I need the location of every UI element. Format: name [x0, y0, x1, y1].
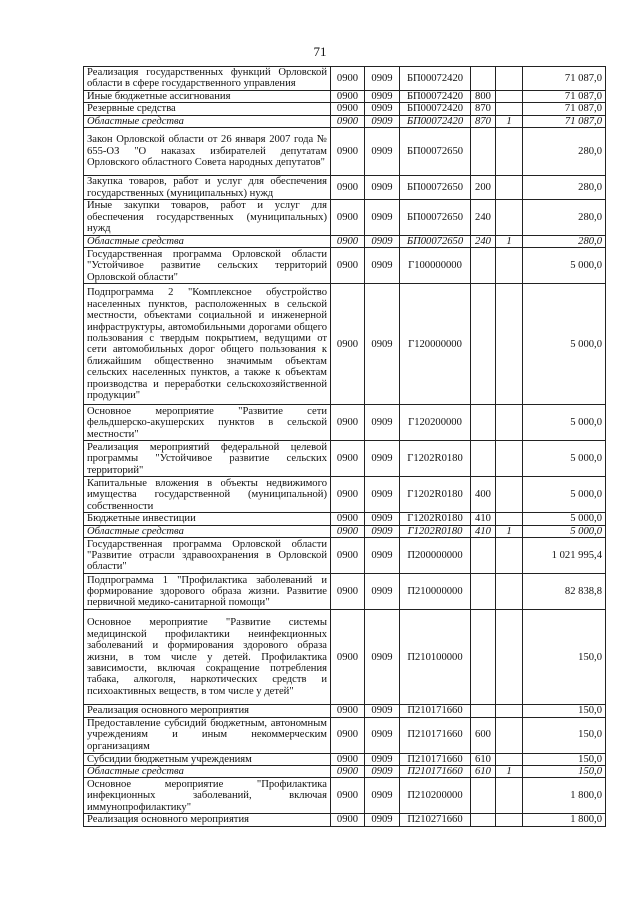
row-subsection: 0909 — [365, 128, 400, 176]
row-section: 0900 — [331, 103, 365, 115]
row-subsection: 0909 — [365, 115, 400, 127]
row-target-code: П210271660 — [400, 814, 471, 826]
row-expense-type: 240 — [471, 236, 496, 248]
table-row — [84, 814, 606, 826]
row-amount: 150,0 — [523, 753, 606, 765]
row-section: 0900 — [331, 477, 365, 513]
row-name: Государственная программа Орловской области "Развитие отрасли здравоохранения в Орловской области" — [84, 538, 331, 574]
row-amount: 82 838,8 — [523, 574, 606, 610]
page-number: 71 — [313, 44, 327, 59]
row-target-code: П210200000 — [400, 778, 471, 814]
row-subsection: 0909 — [365, 67, 400, 91]
row-subsection: 0909 — [365, 766, 400, 778]
row-expense-type — [471, 67, 496, 91]
row-amount: 150,0 — [523, 705, 606, 717]
row-name: Закупка товаров, работ и услуг для обеспечения государственных (муниципальных) нужд — [84, 176, 331, 200]
row-section: 0900 — [331, 115, 365, 127]
row-expense-type — [471, 574, 496, 610]
row-expense-type: 240 — [471, 200, 496, 236]
row-name: Бюджетные инвестиции — [84, 513, 331, 525]
row-funding-source: 1 — [496, 525, 523, 537]
row-subsection: 0909 — [365, 513, 400, 525]
row-amount: 1 800,0 — [523, 778, 606, 814]
table-row — [84, 705, 606, 717]
table-row — [84, 236, 606, 248]
row-section: 0900 — [331, 814, 365, 826]
row-name: Реализация государственных функций Орловской области в сфере государственного управления — [84, 67, 331, 91]
row-name: Резервные средства — [84, 103, 331, 115]
row-funding-source — [496, 574, 523, 610]
row-funding-source — [496, 103, 523, 115]
row-expense-type: 410 — [471, 525, 496, 537]
row-name: Государственная программа Орловской области "Устойчивое развитие сельских территорий Орловской области" — [84, 248, 331, 284]
row-subsection: 0909 — [365, 574, 400, 610]
row-expense-type: 870 — [471, 115, 496, 127]
table-row — [84, 717, 606, 753]
table-row — [84, 525, 606, 537]
row-target-code: БП00072420 — [400, 67, 471, 91]
row-subsection: 0909 — [365, 200, 400, 236]
row-expense-type — [471, 814, 496, 826]
row-section: 0900 — [331, 778, 365, 814]
row-subsection: 0909 — [365, 814, 400, 826]
row-expense-type — [471, 284, 496, 405]
row-subsection: 0909 — [365, 477, 400, 513]
row-name: Основное мероприятие "Развитие сети фельдшерско-акушерских пунктов в сельской местности" — [84, 405, 331, 441]
row-section: 0900 — [331, 90, 365, 102]
row-amount: 71 087,0 — [523, 103, 606, 115]
row-target-code: П210171660 — [400, 766, 471, 778]
row-amount: 5 000,0 — [523, 513, 606, 525]
row-section: 0900 — [331, 128, 365, 176]
row-target-code: Г1202R0180 — [400, 441, 471, 477]
row-expense-type: 610 — [471, 766, 496, 778]
row-amount: 280,0 — [523, 236, 606, 248]
row-subsection: 0909 — [365, 717, 400, 753]
table-row — [84, 753, 606, 765]
row-name: Иные бюджетные ассигнования — [84, 90, 331, 102]
row-expense-type: 870 — [471, 103, 496, 115]
row-funding-source — [496, 778, 523, 814]
row-name: Иные закупки товаров, работ и услуг для обеспечения государственных (муниципальных) нужд — [84, 200, 331, 236]
row-subsection: 0909 — [365, 248, 400, 284]
table-row — [84, 610, 606, 705]
table-row — [84, 574, 606, 610]
row-section: 0900 — [331, 610, 365, 705]
row-name: Подпрограмма 1 "Профилактика заболеваний и формирование здорового образа жизни. Развитие первичной медико-санитарной помощи" — [84, 574, 331, 610]
row-amount: 5 000,0 — [523, 284, 606, 405]
row-funding-source — [496, 176, 523, 200]
table-row — [84, 176, 606, 200]
row-amount: 150,0 — [523, 610, 606, 705]
row-amount: 280,0 — [523, 200, 606, 236]
row-section: 0900 — [331, 717, 365, 753]
row-funding-source — [496, 90, 523, 102]
table-row — [84, 441, 606, 477]
row-target-code: П200000000 — [400, 538, 471, 574]
row-target-code: БП00072650 — [400, 176, 471, 200]
row-amount: 1 021 995,4 — [523, 538, 606, 574]
row-amount: 5 000,0 — [523, 248, 606, 284]
row-amount: 71 087,0 — [523, 67, 606, 91]
row-target-code: БП00072650 — [400, 200, 471, 236]
row-name: Капитальные вложения в объекты недвижимого имущества государственной (муниципальной) собственности — [84, 477, 331, 513]
row-section: 0900 — [331, 236, 365, 248]
row-funding-source — [496, 705, 523, 717]
row-expense-type: 600 — [471, 717, 496, 753]
row-target-code: БП00072420 — [400, 103, 471, 115]
row-amount: 1 800,0 — [523, 814, 606, 826]
row-target-code: Г120000000 — [400, 284, 471, 405]
row-section: 0900 — [331, 67, 365, 91]
row-expense-type: 610 — [471, 753, 496, 765]
row-amount: 150,0 — [523, 766, 606, 778]
table-row — [84, 67, 606, 91]
row-section: 0900 — [331, 176, 365, 200]
row-target-code: П210171660 — [400, 753, 471, 765]
row-funding-source — [496, 538, 523, 574]
row-amount: 5 000,0 — [523, 477, 606, 513]
table-row — [84, 248, 606, 284]
row-section: 0900 — [331, 525, 365, 537]
row-section: 0900 — [331, 574, 365, 610]
row-target-code: Г120200000 — [400, 405, 471, 441]
row-name: Подпрограмма 2 "Комплексное обустройство населенных пунктов, расположенных в сельской местности, объектами социальной и инженерной инфраструктуры, автомобильными дорогами общего пользования с твердым покрытием, ведущими от сети автомобильных дорог общего пользования к ближайшим общественно значимым объектам сельских населенных пунктов, а также к объектам производства и переработки сельскохозяйственной продукции" — [84, 284, 331, 405]
row-section: 0900 — [331, 284, 365, 405]
row-amount: 5 000,0 — [523, 525, 606, 537]
row-subsection: 0909 — [365, 525, 400, 537]
table-row — [84, 477, 606, 513]
row-expense-type: 800 — [471, 90, 496, 102]
row-target-code: Г1202R0180 — [400, 477, 471, 513]
row-subsection: 0909 — [365, 90, 400, 102]
row-funding-source — [496, 128, 523, 176]
row-amount: 280,0 — [523, 176, 606, 200]
row-name: Областные средства — [84, 766, 331, 778]
row-expense-type: 410 — [471, 513, 496, 525]
row-section: 0900 — [331, 405, 365, 441]
row-target-code: П210171660 — [400, 717, 471, 753]
row-funding-source: 1 — [496, 236, 523, 248]
table-row — [84, 405, 606, 441]
row-name: Областные средства — [84, 115, 331, 127]
row-section: 0900 — [331, 538, 365, 574]
row-section: 0900 — [331, 441, 365, 477]
row-funding-source — [496, 284, 523, 405]
row-amount: 71 087,0 — [523, 115, 606, 127]
row-name: Субсидии бюджетным учреждениям — [84, 753, 331, 765]
row-funding-source — [496, 753, 523, 765]
row-amount: 280,0 — [523, 128, 606, 176]
row-funding-source — [496, 67, 523, 91]
row-funding-source — [496, 477, 523, 513]
row-amount: 5 000,0 — [523, 405, 606, 441]
row-target-code: БП00072420 — [400, 90, 471, 102]
row-expense-type — [471, 610, 496, 705]
row-name: Реализация основного мероприятия — [84, 705, 331, 717]
row-funding-source — [496, 248, 523, 284]
row-name: Закон Орловской области от 26 января 2007 года № 655-ОЗ "О наказах избирателей депутатам Орловского областного Совета народных депутатов" — [84, 128, 331, 176]
row-expense-type — [471, 705, 496, 717]
row-subsection: 0909 — [365, 778, 400, 814]
row-section: 0900 — [331, 513, 365, 525]
row-subsection: 0909 — [365, 405, 400, 441]
budget-table — [83, 66, 606, 827]
row-subsection: 0909 — [365, 705, 400, 717]
row-section: 0900 — [331, 766, 365, 778]
table-row — [84, 538, 606, 574]
row-subsection: 0909 — [365, 103, 400, 115]
row-section: 0900 — [331, 705, 365, 717]
row-section: 0900 — [331, 753, 365, 765]
row-target-code: П210100000 — [400, 610, 471, 705]
row-subsection: 0909 — [365, 610, 400, 705]
row-name: Областные средства — [84, 525, 331, 537]
row-amount: 5 000,0 — [523, 441, 606, 477]
row-funding-source — [496, 717, 523, 753]
row-subsection: 0909 — [365, 538, 400, 574]
table-row — [84, 103, 606, 115]
row-funding-source — [496, 441, 523, 477]
row-expense-type — [471, 441, 496, 477]
row-expense-type: 200 — [471, 176, 496, 200]
table-row — [84, 766, 606, 778]
table-row — [84, 115, 606, 127]
row-expense-type — [471, 538, 496, 574]
table-row — [84, 128, 606, 176]
table-row — [84, 513, 606, 525]
row-subsection: 0909 — [365, 753, 400, 765]
row-amount: 71 087,0 — [523, 90, 606, 102]
row-expense-type — [471, 778, 496, 814]
row-target-code: БП00072650 — [400, 236, 471, 248]
table-body — [84, 67, 606, 827]
row-name: Реализация основного мероприятия — [84, 814, 331, 826]
row-target-code: БП00072420 — [400, 115, 471, 127]
table-row — [84, 200, 606, 236]
row-name: Реализация мероприятий федеральной целевой программы "Устойчивое развитие сельских территорий" — [84, 441, 331, 477]
row-funding-source: 1 — [496, 766, 523, 778]
row-name: Основное мероприятие "Развитие системы медицинской профилактики неинфекционных заболеваний и формирования здорового образа жизни, в том числе у детей. Профилактика зависимости, включая сокращение потребления табака, алкоголя, наркотических средств и психоактивных веществ, в том числе у детей" — [84, 610, 331, 705]
row-name: Предоставление субсидий бюджетным, автономным учреждениям и иным некоммерческим организациям — [84, 717, 331, 753]
row-expense-type — [471, 405, 496, 441]
table-row — [84, 284, 606, 405]
row-expense-type — [471, 248, 496, 284]
row-funding-source — [496, 610, 523, 705]
row-subsection: 0909 — [365, 284, 400, 405]
row-funding-source — [496, 513, 523, 525]
table-row — [84, 90, 606, 102]
table-row — [84, 778, 606, 814]
row-funding-source — [496, 405, 523, 441]
row-target-code: Г100000000 — [400, 248, 471, 284]
row-amount: 150,0 — [523, 717, 606, 753]
row-target-code: П210000000 — [400, 574, 471, 610]
row-target-code: П210171660 — [400, 705, 471, 717]
row-subsection: 0909 — [365, 236, 400, 248]
row-section: 0900 — [331, 248, 365, 284]
row-name: Областные средства — [84, 236, 331, 248]
row-name: Основное мероприятие "Профилактика инфекционных заболеваний, включая иммунопрофилактику" — [84, 778, 331, 814]
row-target-code: БП00072650 — [400, 128, 471, 176]
row-target-code: Г1202R0180 — [400, 525, 471, 537]
row-funding-source: 1 — [496, 115, 523, 127]
row-expense-type — [471, 128, 496, 176]
row-section: 0900 — [331, 200, 365, 236]
row-subsection: 0909 — [365, 441, 400, 477]
row-funding-source — [496, 814, 523, 826]
row-expense-type: 400 — [471, 477, 496, 513]
row-funding-source — [496, 200, 523, 236]
row-target-code: Г1202R0180 — [400, 513, 471, 525]
row-subsection: 0909 — [365, 176, 400, 200]
